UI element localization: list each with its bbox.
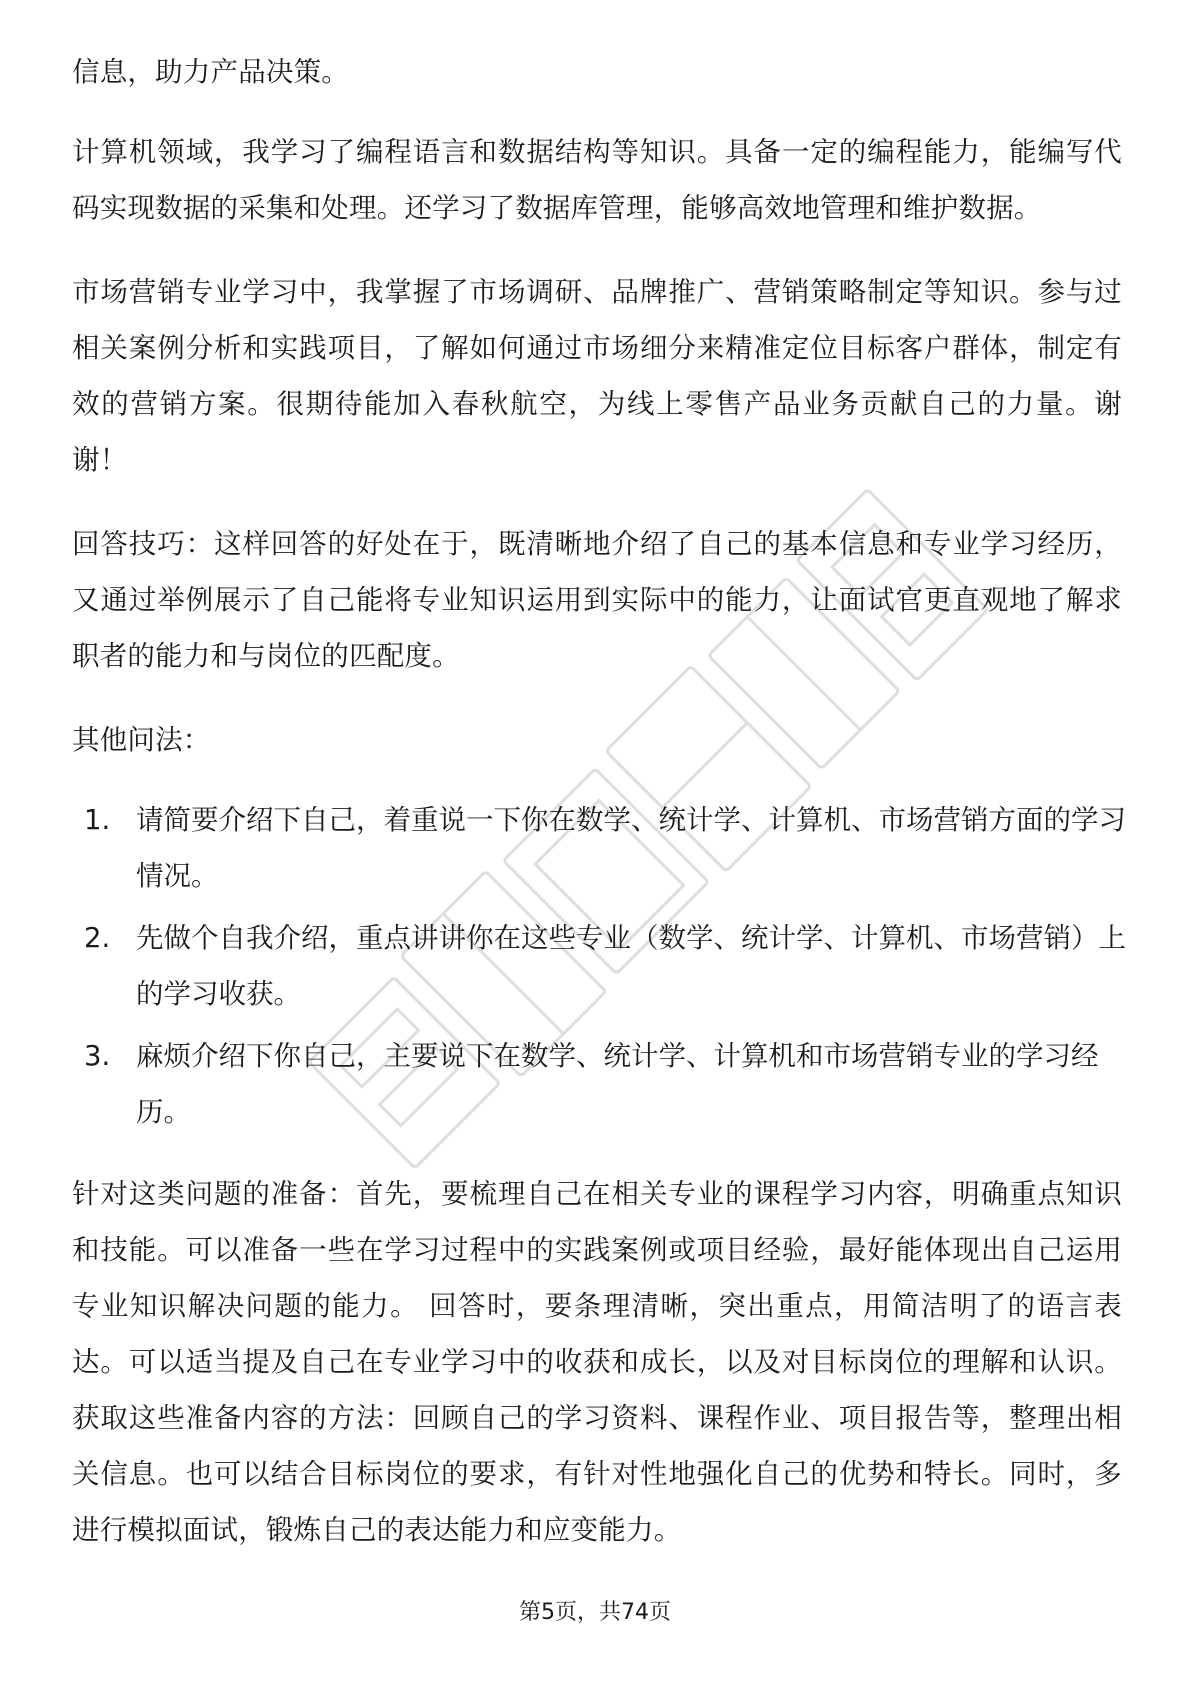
heading-other-questions: 其他问法：: [72, 724, 211, 756]
paragraph-computer-science: 计算机领域，我学习了编程语言和数据结构等知识。具备一定的编程能力，能编写代码实现数据的采集和处理。还学习了数据库管理，能够高效地管理和维护数据。: [72, 136, 1122, 224]
paragraph-preparation: 针对这类问题的准备：首先，要梳理自己在相关专业的课程学习内容，明确重点知识和技能。可以准备一些在学习过程中的实践案例或项目经验，最好能体现出自己运用专业知识解决问题的能力。 回答时，要条理清晰，突出重点，用简洁明了的语言表达。可以适当提及自己在专业学习中的收获和成长，以及对目标岗位的理解和认识。 获取这些准备内容的方法：回顾自己的学习资料、课程作业、项目报告等，整理出相关信息。也可以结合目标岗位的要求，有针对性地强化自己的优势和特长。同时，多进行模拟面试，锻炼自己的表达能力和应变能力。: [72, 1178, 1122, 1546]
paragraph-answer-tips: 回答技巧：这样回答的好处在于，既清晰地介绍了自己的基本信息和专业学习经历，又通过举例展示了自己能将专业知识运用到实际中的能力，让面试官更直观地了解求职者的能力和与岗位的匹配度。: [72, 528, 1122, 672]
page-number-footer: 第5页，共74页: [519, 1600, 671, 1625]
paragraph-marketing: 市场营销专业学习中，我掌握了市场调研、品牌推广、营销策略制定等知识。参与过相关案例分析和实践项目，了解如何通过市场细分来精准定位目标客户群体，制定有效的营销方案。很期待能加入春秋航空，为线上零售产品业务贡献自己的力量。谢谢！: [72, 276, 1122, 476]
alternative-questions-list: [72, 792, 1126, 1140]
list-item-number: 2.: [84, 922, 111, 954]
list-item-text: 先做个自我介绍，重点讲讲你在这些专业（数学、统计学、计算机、市场营销）上的学习收获。: [136, 922, 1126, 1010]
list-item-text: 麻烦介绍下你自己，主要说下在数学、统计学、计算机和市场营销专业的学习经历。: [136, 1040, 1099, 1128]
list-item-text: 请简要介绍下自己，着重说一下你在数学、统计学、计算机、市场营销方面的学习情况。: [136, 804, 1126, 892]
list-item: [84, 910, 1136, 1022]
list-item: [84, 792, 1136, 904]
list-item-number: 3.: [84, 1040, 111, 1072]
list-item: [84, 1028, 1136, 1140]
list-item-number: 1.: [84, 804, 111, 836]
paragraph-continuation: 信息，助力产品决策。: [72, 56, 349, 88]
document-body: [72, 44, 1126, 1586]
